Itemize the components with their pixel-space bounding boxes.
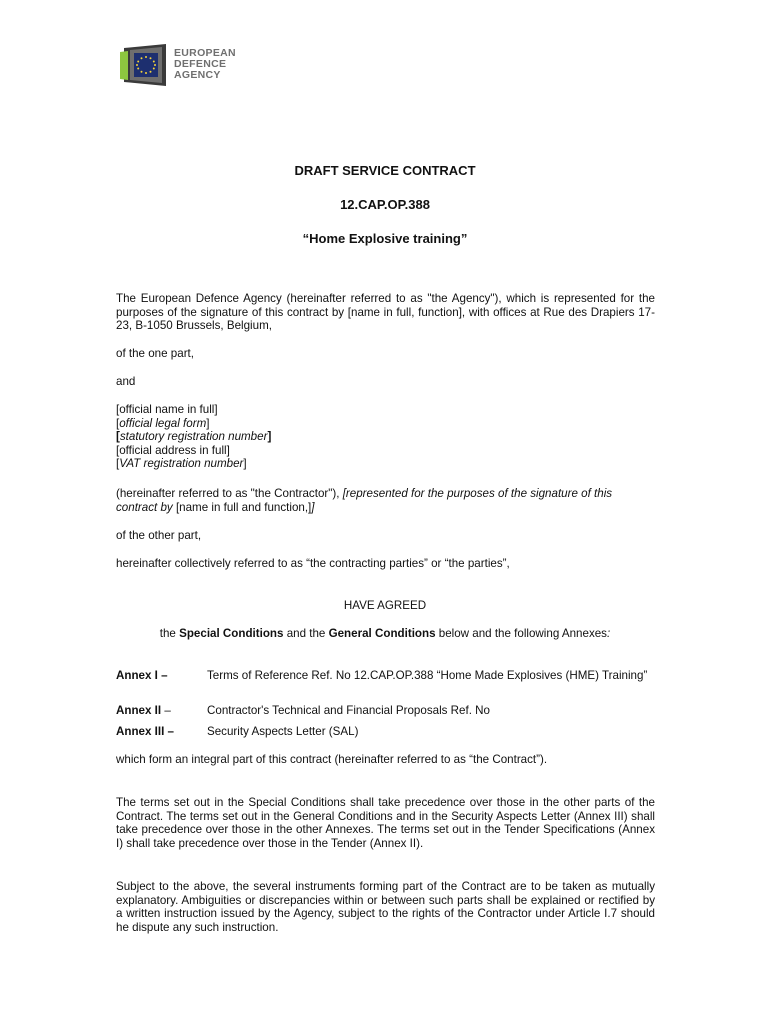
- annex-2-text: Contractor's Technical and Financial Proposals Ref. No: [207, 704, 490, 717]
- annex-1-label: Annex I –: [116, 669, 168, 682]
- contractor-statutory-number: [statutory registration number]: [116, 430, 272, 444]
- annex-3-text: Security Aspects Letter (SAL): [207, 725, 359, 738]
- collective-reference-line: hereinafter collectively referred to as “the contracting parties” or “the parties”,: [116, 557, 510, 570]
- contractor-details-block: [116, 403, 655, 471]
- contractor-vat: [VAT registration number]: [116, 457, 247, 471]
- and-line: and: [116, 375, 136, 388]
- have-agreed-heading: HAVE AGREED: [343, 599, 427, 612]
- contractor-name: [official name in full]: [116, 403, 218, 416]
- conditions-line: the Special Conditions and the General Conditions below and the following Annexes:: [159, 627, 611, 640]
- contractor-legal-form: [official legal form]: [116, 416, 210, 430]
- logo-line-3: AGENCY: [174, 69, 221, 81]
- contract-reference: 12.CAP.OP.388: [340, 197, 430, 212]
- precedence-paragraph: The terms set out in the Special Conditions shall take precedence over those in the other parts of the Contract. The terms set out in the General Conditions and in the Security Aspects Letter (Annex III) shall take precedence over those in the other Annexes. The terms set out in the Tender Specifications (Annex I) shall take precedence over those in the Tender (Annex II).: [116, 796, 655, 850]
- contractor-reference-paragraph: (hereinafter referred to as "the Contractor"), [represented for the purposes of the signature of this contract by [name in full and function,]]: [116, 487, 613, 514]
- document-title: DRAFT SERVICE CONTRACT: [294, 163, 476, 178]
- eda-emblem-icon: [120, 42, 168, 88]
- one-part-line: of the one part,: [116, 347, 194, 360]
- annex-3-label: Annex III –: [116, 725, 174, 738]
- logo-line-2: DEFENCE: [174, 58, 227, 70]
- annex-1-text: Terms of Reference Ref. No 12.CAP.OP.388 “Home Made Explosives (HME) Training”: [207, 669, 648, 682]
- other-part-line: of the other part,: [116, 529, 202, 542]
- logo-line-1: EUROPEAN: [174, 47, 236, 59]
- integral-part-line: which form an integral part of this contract (hereinafter referred to as “the Contract”).: [116, 753, 548, 766]
- agency-intro-paragraph: The European Defence Agency (hereinafter referred to as "the Agency"), which is represented for the purposes of the signature of this contract by [name in full, function], with offices at Rue des Drapiers 17-23, B-1050 Brussels, Belgium,: [116, 292, 655, 333]
- contractor-address: [official address in full]: [116, 443, 230, 457]
- logo-wordmark: [174, 48, 236, 81]
- eda-logo: [120, 42, 260, 90]
- contract-subject: “Home Explosive training”: [302, 231, 468, 246]
- annex-2-label: Annex II –: [116, 704, 171, 717]
- interpretation-paragraph: Subject to the above, the several instruments forming part of the Contract are to be taken as mutually explanatory. Ambiguities or discrepancies within or between such parts shall be explained or rectified by a written instruction issued by the Agency, subject to the rights of the Contractor under Article I.7 should he dispute any such instruction.: [116, 880, 655, 934]
